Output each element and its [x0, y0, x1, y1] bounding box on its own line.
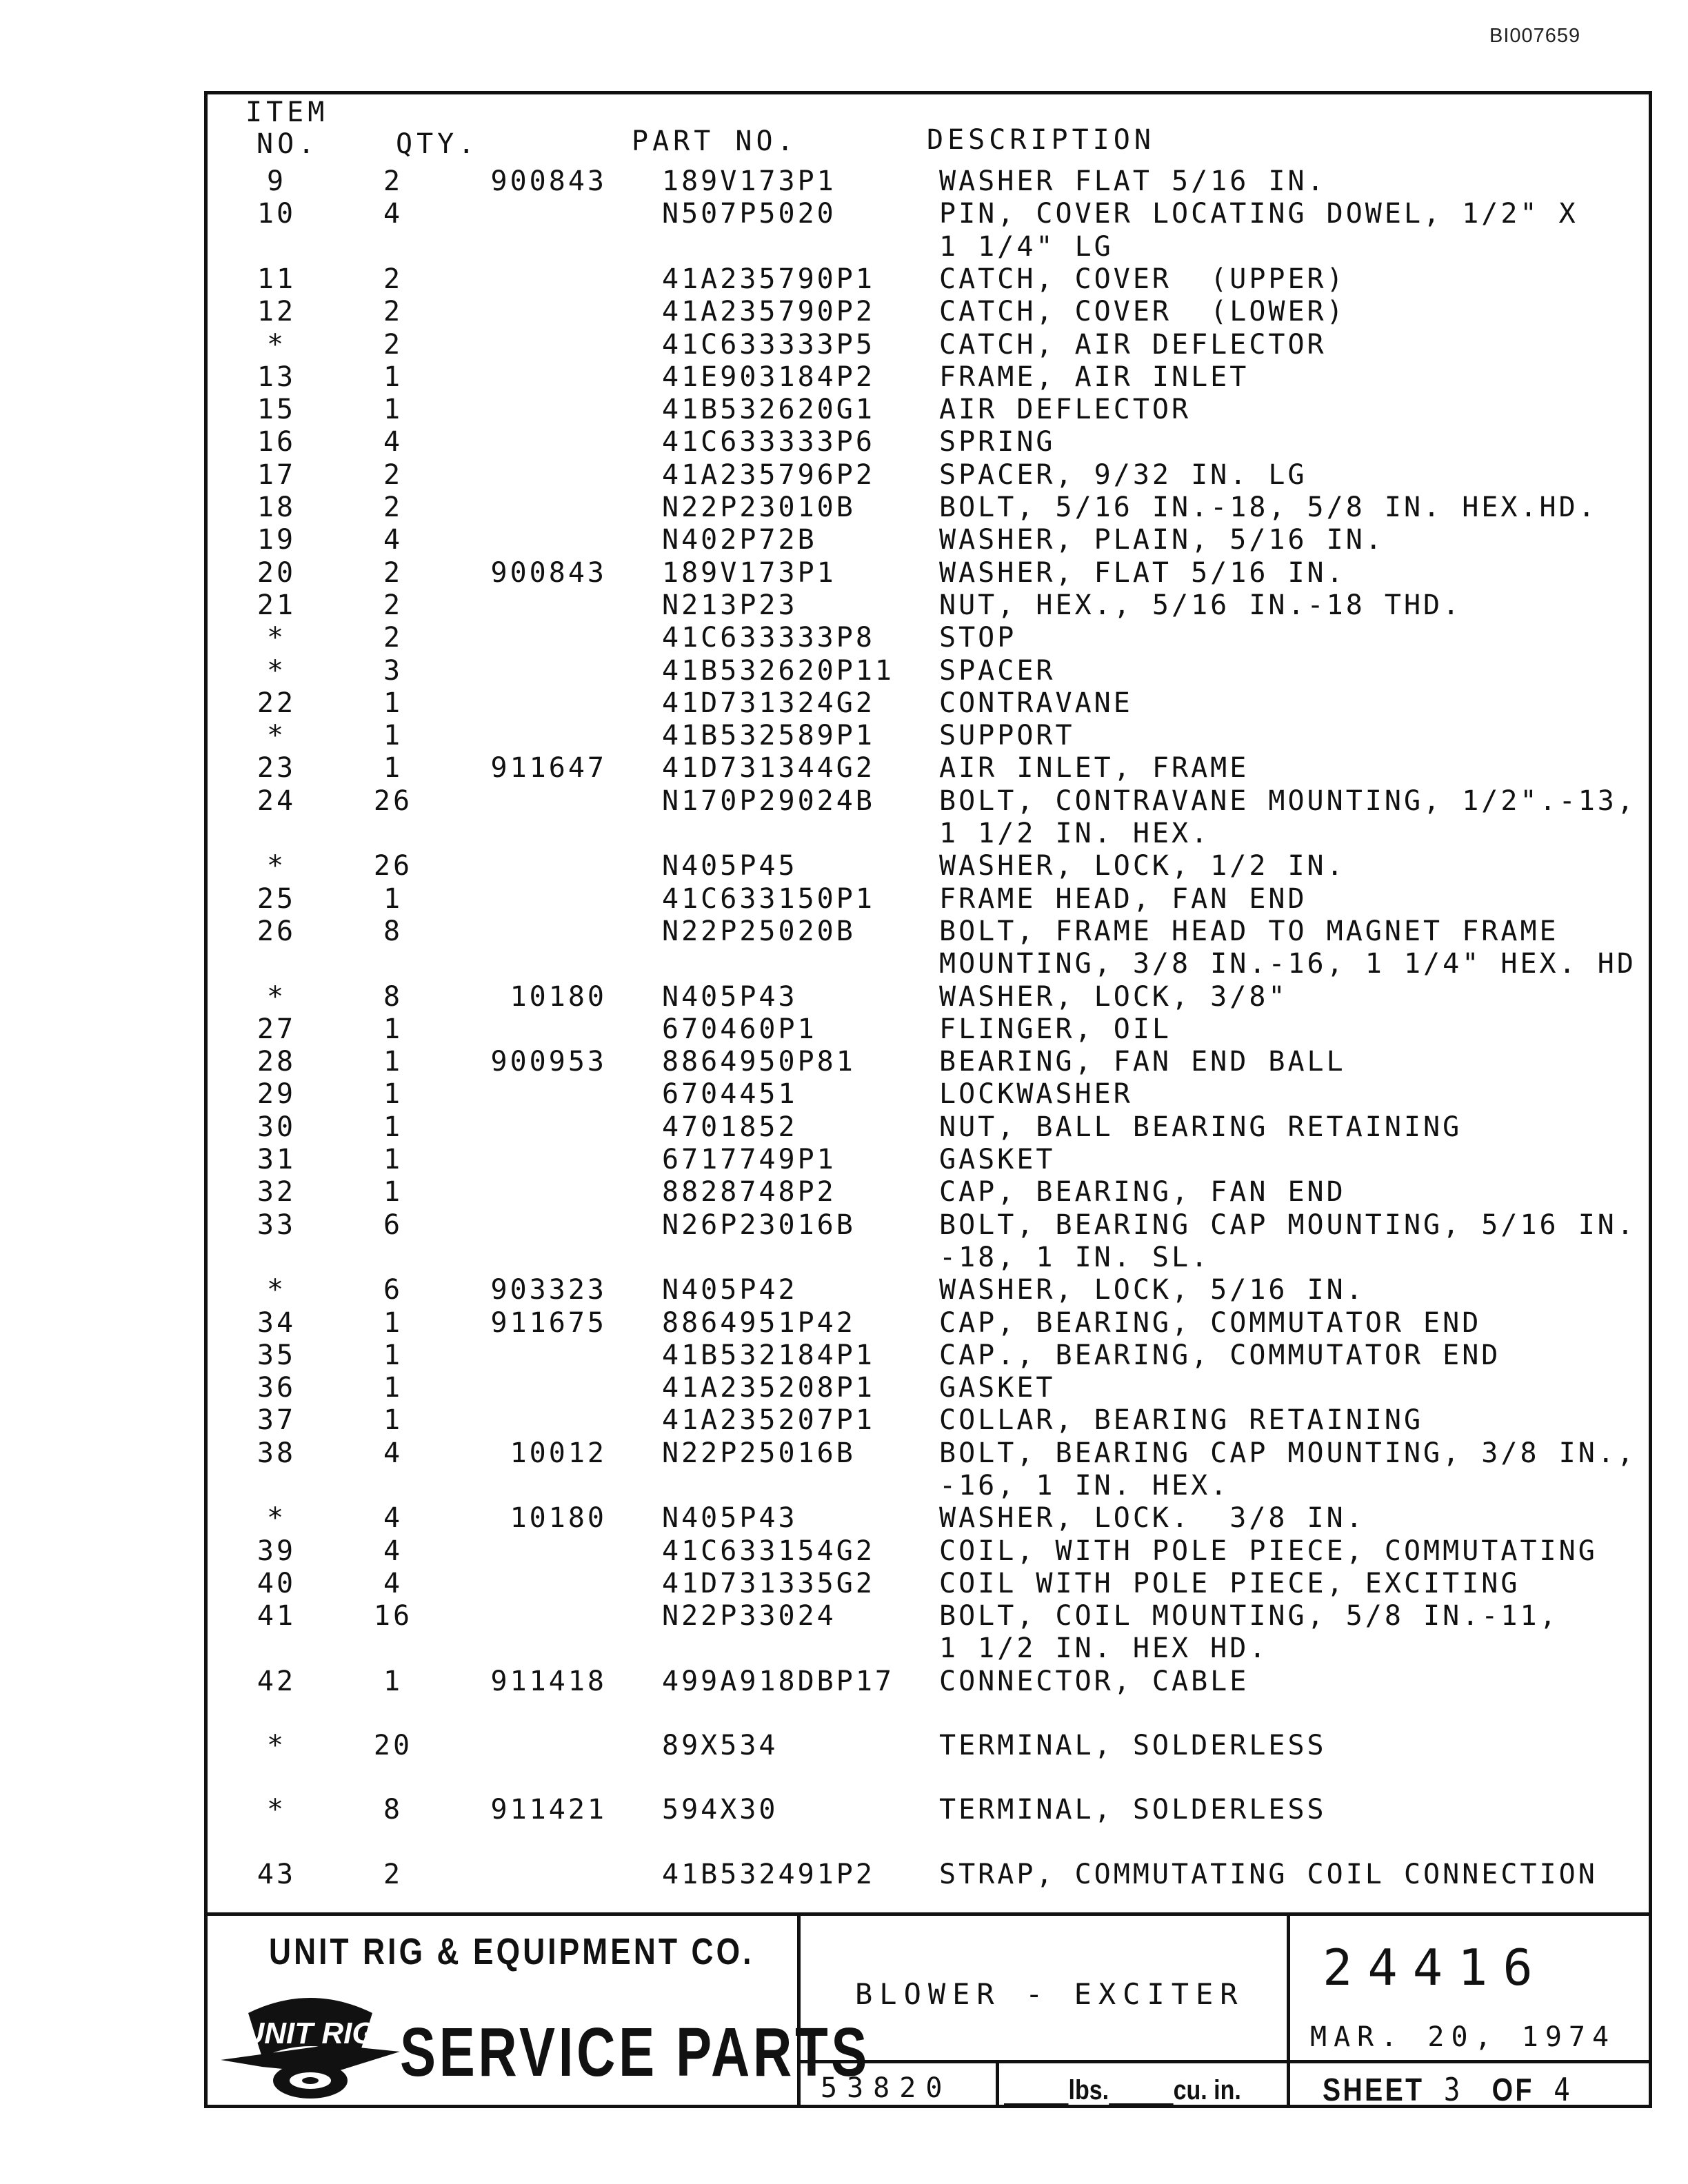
weight-blank — [1004, 2081, 1069, 2106]
item-cell: * — [266, 720, 287, 752]
qty-cell: 1 — [383, 1404, 403, 1437]
part-no-cell: 41A235208P1 — [662, 1372, 875, 1404]
part-no-cell: N22P23010B — [662, 492, 856, 523]
item-cell: 15 — [257, 394, 297, 426]
weight-unit: lbs. — [1068, 2075, 1109, 2105]
description-cell: BOLT, CONTRAVANE MOUNTING, 1/2".-13, — [939, 785, 1636, 817]
part-no-cell: 41B532620G1 — [662, 394, 875, 426]
qty-cell: 2 — [383, 263, 403, 295]
description-cell: BOLT, COIL MOUNTING, 5/8 IN.-11, — [939, 1600, 1559, 1632]
description-cell: SPACER, 9/32 IN. LG — [939, 458, 1307, 491]
sheet-total: 4 — [1554, 2071, 1573, 2108]
description-cell: WASHER, LOCK. 3/8 IN. — [939, 1502, 1365, 1535]
part-no-cell: 41A235796P2 — [662, 458, 875, 491]
part-no-cell: 189V173P1 — [662, 165, 836, 197]
description-cell: CATCH, COVER (LOWER) — [939, 296, 1346, 328]
qty-cell: 2 — [383, 556, 403, 589]
item-cell: 18 — [257, 492, 297, 523]
description-cell: CAP., BEARING, COMMUTATOR END — [939, 1339, 1501, 1371]
description-cell: MOUNTING, 3/8 IN.-16, 1 1/4" HEX. HD — [939, 948, 1636, 980]
item-cell: 27 — [257, 1013, 297, 1045]
part-no-cell: 8864951P42 — [662, 1306, 856, 1339]
unit-rig-logo — [221, 1985, 400, 2103]
header-item-line1: ITEM — [245, 97, 329, 128]
title-divider-4 — [996, 2060, 999, 2108]
description-cell: CONNECTOR, CABLE — [939, 1665, 1249, 1697]
description-cell: GASKET — [939, 1372, 1056, 1404]
item-cell: 37 — [257, 1404, 297, 1437]
item-cell: 22 — [257, 687, 297, 719]
part-no-cell: N22P25016B — [662, 1437, 856, 1469]
description-cell: COIL, WITH POLE PIECE, COMMUTATING — [939, 1535, 1598, 1567]
part-no-cell: 41D731324G2 — [662, 687, 875, 719]
ref-cell: 10180 — [510, 1502, 607, 1535]
part-no-cell: 41D731344G2 — [662, 752, 875, 785]
item-cell: 23 — [257, 752, 297, 785]
item-cell: 43 — [257, 1858, 297, 1890]
of-label: OF — [1491, 2072, 1534, 2107]
part-no-cell: N402P72B — [662, 524, 817, 556]
part-no-cell: 41C633150P1 — [662, 882, 875, 915]
description-cell: SUPPORT — [939, 720, 1075, 752]
ref-cell: 900843 — [490, 556, 607, 589]
description-cell: CAP, BEARING, COMMUTATOR END — [939, 1306, 1482, 1339]
part-no-cell: 41B532184P1 — [662, 1339, 875, 1371]
description-cell: SPRING — [939, 426, 1056, 458]
qty-cell: 8 — [383, 980, 403, 1013]
description-cell: FRAME, AIR INLET — [939, 361, 1249, 393]
description-cell: GASKET — [939, 1144, 1056, 1175]
qty-cell: 1 — [383, 361, 403, 393]
description-cell: NUT, HEX., 5/16 IN.-18 THD. — [939, 589, 1463, 621]
header-qty: QTY. — [396, 128, 479, 160]
item-cell: 13 — [257, 361, 297, 393]
part-no-cell: N22P33024 — [662, 1600, 836, 1632]
qty-cell: 4 — [383, 426, 403, 458]
description-cell: -18, 1 IN. SL. — [939, 1241, 1211, 1273]
part-no-cell: N405P42 — [662, 1274, 798, 1306]
qty-cell: 1 — [383, 1046, 403, 1078]
item-cell: 24 — [257, 785, 297, 817]
qty-cell: 2 — [383, 328, 403, 361]
item-cell: * — [266, 1274, 287, 1306]
part-no-cell: N26P23016B — [662, 1209, 856, 1241]
item-cell: 42 — [257, 1665, 297, 1697]
item-cell: 12 — [257, 296, 297, 328]
description-cell: 1 1/4" LG — [939, 230, 1114, 263]
ref-cell: 900843 — [490, 165, 607, 197]
qty-cell: 3 — [383, 654, 403, 687]
qty-cell: 1 — [383, 1665, 403, 1697]
item-cell: 28 — [257, 1046, 297, 1078]
part-no-cell: 41C633333P5 — [662, 328, 875, 361]
item-cell: 16 — [257, 426, 297, 458]
part-no-cell: 41A235790P1 — [662, 263, 875, 295]
item-cell: * — [266, 850, 287, 882]
volume-unit: cu. in. — [1173, 2075, 1241, 2105]
parts-list-frame — [204, 91, 1652, 2108]
description-cell: 1 1/2 IN. HEX HD. — [939, 1632, 1269, 1665]
ref-cell: 10180 — [510, 980, 607, 1013]
item-cell: 35 — [257, 1339, 297, 1371]
item-cell: * — [266, 622, 287, 654]
qty-cell: 1 — [383, 1372, 403, 1404]
part-no-cell: N405P43 — [662, 980, 798, 1013]
qty-cell: 1 — [383, 1339, 403, 1371]
qty-cell: 16 — [373, 1600, 413, 1632]
item-cell: 34 — [257, 1306, 297, 1339]
item-cell: 41 — [257, 1600, 297, 1632]
part-no-cell: 6717749P1 — [662, 1144, 836, 1175]
qty-cell: 4 — [383, 1502, 403, 1535]
description-cell: CAP, BEARING, FAN END — [939, 1176, 1346, 1209]
description-cell: WASHER, PLAIN, 5/16 IN. — [939, 524, 1385, 556]
qty-cell: 1 — [383, 1306, 403, 1339]
part-no-cell: N22P25020B — [662, 915, 856, 947]
part-no-cell: 41A235790P2 — [662, 296, 875, 328]
part-code: 53820 — [821, 2072, 952, 2104]
qty-cell: 1 — [383, 394, 403, 426]
qty-cell: 2 — [383, 458, 403, 491]
part-no-cell: 41E903184P2 — [662, 361, 875, 393]
description-cell: COIL WITH POLE PIECE, EXCITING — [939, 1567, 1520, 1599]
ref-cell: 911418 — [490, 1665, 607, 1697]
assembly-title: BLOWER - EXCITER — [855, 1977, 1245, 2011]
item-cell: * — [266, 654, 287, 687]
item-cell: 26 — [257, 915, 297, 947]
part-no-cell: 41A235207P1 — [662, 1404, 875, 1437]
logo-text: UNIT RIG — [242, 2016, 376, 2050]
qty-cell: 2 — [383, 589, 403, 621]
ref-cell: 911647 — [490, 752, 607, 785]
part-no-cell: 41C633333P6 — [662, 426, 875, 458]
qty-cell: 1 — [383, 687, 403, 719]
drawing-date: MAR. 20, 1974 — [1310, 2021, 1616, 2053]
qty-cell: 26 — [373, 785, 413, 817]
ref-cell: 900953 — [490, 1046, 607, 1078]
part-no-cell: N170P29024B — [662, 785, 875, 817]
title-divider-2 — [1287, 1912, 1290, 2108]
part-no-cell: 8864950P81 — [662, 1046, 856, 1078]
description-cell: 1 1/2 IN. HEX. — [939, 817, 1211, 849]
qty-cell: 4 — [383, 198, 403, 230]
header-item-line2: NO. — [257, 128, 319, 160]
item-cell: * — [266, 1730, 287, 1762]
item-cell: 21 — [257, 589, 297, 621]
part-no-cell: 41B532620P11 — [662, 654, 894, 687]
description-cell: BEARING, FAN END BALL — [939, 1046, 1346, 1078]
qty-cell: 1 — [383, 720, 403, 752]
qty-cell: 6 — [383, 1274, 403, 1306]
item-cell: 17 — [257, 458, 297, 491]
description-cell: BOLT, FRAME HEAD TO MAGNET FRAME — [939, 915, 1559, 947]
qty-cell: 2 — [383, 296, 403, 328]
part-no-cell: N213P23 — [662, 589, 798, 621]
description-cell: BOLT, BEARING CAP MOUNTING, 5/16 IN. — [939, 1209, 1636, 1241]
description-cell: WASHER FLAT 5/16 IN. — [939, 165, 1327, 197]
qty-cell: 2 — [383, 165, 403, 197]
sheet-indicator — [1323, 2071, 1572, 2108]
qty-cell: 1 — [383, 1144, 403, 1175]
part-no-cell: 6704451 — [662, 1078, 798, 1111]
description-cell: STRAP, COMMUTATING COIL CONNECTION — [939, 1858, 1598, 1890]
drawing-number: 24416 — [1323, 1939, 1548, 1996]
item-cell: 36 — [257, 1372, 297, 1404]
description-cell: STOP — [939, 622, 1017, 654]
item-cell: 31 — [257, 1144, 297, 1175]
part-no-cell: 41C633333P8 — [662, 622, 875, 654]
part-no-cell: N405P45 — [662, 850, 798, 882]
description-cell: WASHER, LOCK, 1/2 IN. — [939, 850, 1346, 882]
description-cell: BOLT, 5/16 IN.-18, 5/8 IN. HEX.HD. — [939, 492, 1598, 523]
ref-cell: 903323 — [490, 1274, 607, 1306]
ref-cell: 911675 — [490, 1306, 607, 1339]
qty-cell: 4 — [383, 1567, 403, 1599]
document-id: BI007659 — [1489, 25, 1581, 47]
part-no-cell: 41C633154G2 — [662, 1535, 875, 1567]
ref-cell: 911421 — [490, 1794, 607, 1826]
description-cell: CATCH, COVER (UPPER) — [939, 263, 1346, 295]
header-part-no: PART NO. — [632, 125, 798, 157]
qty-cell: 1 — [383, 1078, 403, 1111]
item-cell: * — [266, 980, 287, 1013]
qty-cell: 1 — [383, 1111, 403, 1143]
item-cell: 30 — [257, 1111, 297, 1143]
weight-volume — [1004, 2075, 1241, 2106]
item-cell: * — [266, 1502, 287, 1535]
qty-cell: 1 — [383, 752, 403, 785]
part-no-cell: 499A918DBP17 — [662, 1665, 894, 1697]
description-cell: FLINGER, OIL — [939, 1013, 1172, 1045]
description-cell: NUT, BALL BEARING RETAINING — [939, 1111, 1463, 1143]
part-no-cell: N405P43 — [662, 1502, 798, 1535]
item-cell: 32 — [257, 1176, 297, 1209]
qty-cell: 20 — [373, 1730, 413, 1762]
description-cell: SPACER — [939, 654, 1056, 687]
description-cell: WASHER, LOCK, 3/8" — [939, 980, 1288, 1013]
part-no-cell: N507P5020 — [662, 198, 836, 230]
qty-cell: 8 — [383, 915, 403, 947]
part-no-cell: 8828748P2 — [662, 1176, 836, 1209]
description-cell: FRAME HEAD, FAN END — [939, 882, 1307, 915]
description-cell: CATCH, AIR DEFLECTOR — [939, 328, 1327, 361]
volume-blank — [1109, 2081, 1174, 2106]
part-no-cell: 89X534 — [662, 1730, 778, 1762]
description-cell: -16, 1 IN. HEX. — [939, 1469, 1230, 1502]
service-parts-heading: SERVICE PARTS — [400, 2014, 871, 2091]
description-cell: BOLT, BEARING CAP MOUNTING, 3/8 IN., — [939, 1437, 1636, 1469]
title-divider-3 — [797, 2060, 1652, 2063]
qty-cell: 8 — [383, 1794, 403, 1826]
item-cell: 40 — [257, 1567, 297, 1599]
qty-cell: 1 — [383, 1176, 403, 1209]
item-cell: * — [266, 328, 287, 361]
qty-cell: 4 — [383, 524, 403, 556]
item-cell: 19 — [257, 524, 297, 556]
qty-cell: 4 — [383, 1535, 403, 1567]
part-no-cell: 41B532589P1 — [662, 720, 875, 752]
item-cell: 39 — [257, 1535, 297, 1567]
part-no-cell: 4701852 — [662, 1111, 798, 1143]
ref-cell: 10012 — [510, 1437, 607, 1469]
qty-cell: 6 — [383, 1209, 403, 1241]
description-cell: AIR INLET, FRAME — [939, 752, 1249, 785]
qty-cell: 4 — [383, 1437, 403, 1469]
qty-cell: 2 — [383, 622, 403, 654]
qty-cell: 2 — [383, 492, 403, 523]
part-no-cell: 41D731335G2 — [662, 1567, 875, 1599]
part-no-cell: 670460P1 — [662, 1013, 817, 1045]
description-cell: TERMINAL, SOLDERLESS — [939, 1730, 1327, 1762]
qty-cell: 2 — [383, 1858, 403, 1890]
item-cell: 38 — [257, 1437, 297, 1469]
item-cell: 33 — [257, 1209, 297, 1241]
item-cell: 25 — [257, 882, 297, 915]
item-cell: 29 — [257, 1078, 297, 1111]
item-cell: 9 — [266, 165, 287, 197]
qty-cell: 1 — [383, 1013, 403, 1045]
description-cell: WASHER, FLAT 5/16 IN. — [939, 556, 1346, 589]
part-no-cell: 189V173P1 — [662, 556, 836, 589]
description-cell: WASHER, LOCK, 5/16 IN. — [939, 1274, 1365, 1306]
description-cell: TERMINAL, SOLDERLESS — [939, 1794, 1327, 1826]
part-no-cell: 594X30 — [662, 1794, 778, 1826]
description-cell: PIN, COVER LOCATING DOWEL, 1/2" X — [939, 198, 1578, 230]
item-cell: 11 — [257, 263, 297, 295]
item-cell: 10 — [257, 198, 297, 230]
company-name: UNIT RIG & EQUIPMENT CO. — [269, 1931, 754, 1972]
item-cell: 20 — [257, 556, 297, 589]
qty-cell: 26 — [373, 850, 413, 882]
description-cell: LOCKWASHER — [939, 1078, 1133, 1111]
description-cell: AIR DEFLECTOR — [939, 394, 1192, 426]
description-cell: CONTRAVANE — [939, 687, 1133, 719]
header-description: DESCRIPTION — [927, 124, 1155, 156]
item-cell: * — [266, 1794, 287, 1826]
qty-cell: 1 — [383, 882, 403, 915]
sheet-number: 3 — [1443, 2071, 1463, 2108]
description-cell: COLLAR, BEARING RETAINING — [939, 1404, 1424, 1437]
sheet-label: SHEET — [1323, 2072, 1425, 2107]
part-no-cell: 41B532491P2 — [662, 1858, 875, 1890]
